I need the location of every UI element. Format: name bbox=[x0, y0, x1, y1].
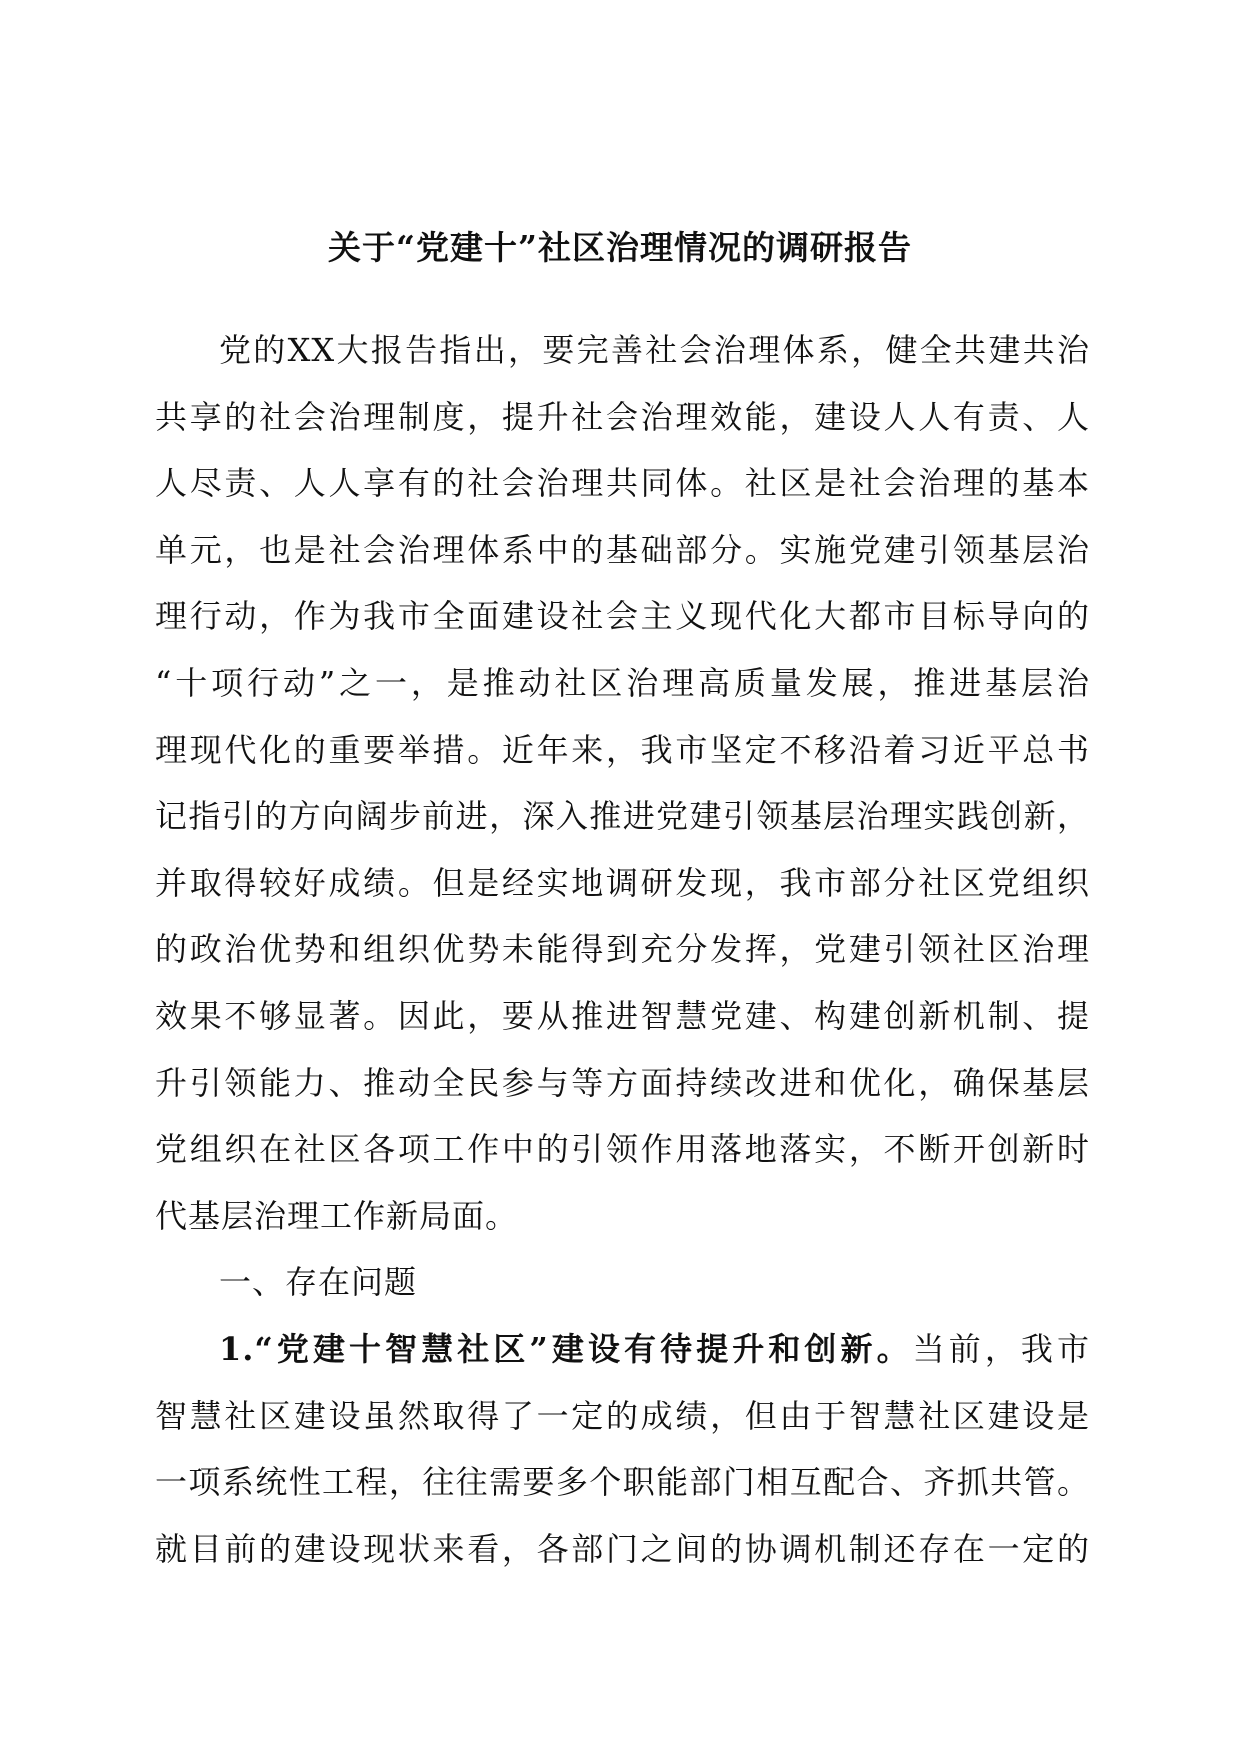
item1-line: 就目前的建设现状来看，各部门之间的协调机制还存在一定的 bbox=[155, 1529, 1090, 1568]
intro-line: “十项行动”之一，是推动社区治理高质量发展，推进基层治 bbox=[155, 663, 1090, 702]
intro-line: 党组织在社区各项工作中的引领作用落地落实，不断开创新时 bbox=[155, 1130, 1090, 1169]
item1-heading: 1.“党建十智慧社区”建设有待提升和创新。 bbox=[219, 1329, 913, 1368]
item1-first-line bbox=[155, 1316, 1090, 1383]
item1-first-rest: 当前，我市 bbox=[912, 1329, 1090, 1368]
document-body bbox=[155, 317, 1090, 1582]
intro-line: 的政治优势和组织优势未能得到充分发挥，党建引领社区治理 bbox=[155, 930, 1090, 969]
intro-line: 理行动，作为我市全面建设社会主义现代化大都市目标导向的 bbox=[155, 597, 1090, 636]
intro-line: 升引领能力、推动全民参与等方面持续改进和优化，确保基层 bbox=[155, 1063, 1090, 1102]
intro-line: 记指引的方向阔步前进，深入推进党建引领基层治理实践创新， bbox=[155, 797, 1090, 836]
item1-line: 智慧社区建设虽然取得了一定的成绩，但由于智慧社区建设是 bbox=[155, 1396, 1090, 1435]
intro-line: 单元，也是社会治理体系中的基础部分。实施党建引领基层治 bbox=[155, 530, 1090, 569]
intro-line: 人尽责、人人享有的社会治理共同体。社区是社会治理的基本 bbox=[155, 464, 1090, 503]
intro-line: 效果不够显著。因此，要从推进智慧党建、构建创新机制、提 bbox=[155, 996, 1090, 1035]
intro-line: 并取得较好成绩。但是经实地调研发现，我市部分社区党组织 bbox=[155, 863, 1090, 902]
intro-line: 代基层治理工作新局面。 bbox=[155, 1196, 519, 1235]
document-title: 关于“党建十”社区治理情况的调研报告 bbox=[328, 228, 912, 267]
intro-line: 党的XX大报告指出，要完善社会治理体系，健全共建共治 bbox=[219, 331, 1090, 369]
item1-line: 一项系统性工程，往往需要多个职能部门相互配合、齐抓共管。 bbox=[155, 1463, 1090, 1502]
intro-line: 理现代化的重要举措。近年来，我市坚定不移沿着习近平总书 bbox=[155, 730, 1090, 769]
intro-line: 共享的社会治理制度，提升社会治理效能，建设人人有责、人 bbox=[155, 397, 1090, 436]
section-heading: 一、存在问题 bbox=[219, 1263, 418, 1302]
